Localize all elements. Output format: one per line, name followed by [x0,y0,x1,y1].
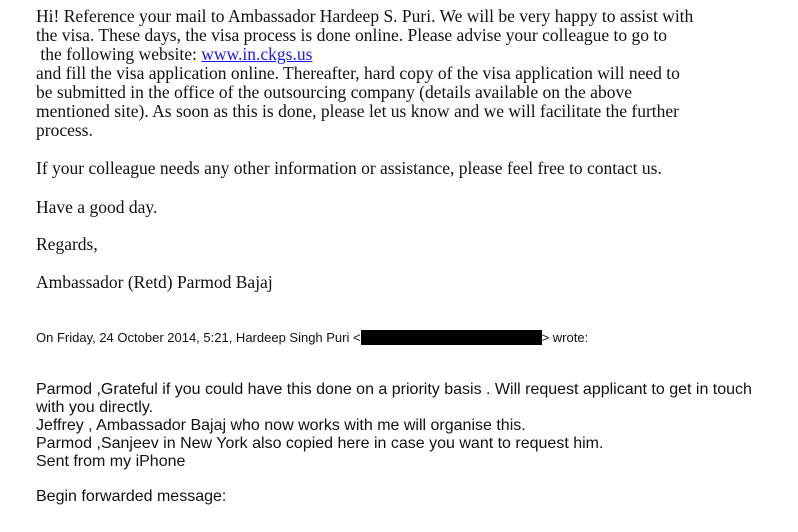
redacted-email [361,330,542,345]
reply-paragraph-2 [36,159,776,178]
forwarded-line-2: with you directly. [36,399,154,416]
forwarded-line-4: Parmod ,Sanjeev in New York also copied here in case you want to request him. [36,435,604,452]
contact-us-line: If your colleague needs any other information or assistance, please feel free to contact us. [36,158,662,178]
begin-forwarded [36,488,776,506]
regards-line: Regards, [36,234,98,254]
quote-header-line [36,330,776,346]
signature [36,273,776,292]
quote-header-suffix: > wrote: [541,330,589,345]
reply-line-5: be submitted in the office of the outsourcing company (details available on the above [36,82,632,102]
quote-header [36,330,776,346]
reply-line-3 [36,45,776,64]
quote-header-prefix: On Friday, 24 October 2014, 5:21, Hardeep Singh Puri < [36,330,361,345]
forwarded-message-body [36,381,776,471]
reply-line-4: and fill the visa application online. Thereafter, hard copy of the visa application will need to [36,63,680,83]
regards [36,235,776,254]
reply-paragraph-1 [36,7,776,140]
begin-forwarded-line: Begin forwarded message: [36,488,227,505]
website-link[interactable]: www.in.ckgs.us [201,44,313,64]
forwarded-line-1: Parmod ,Grateful if you could have this done on a priority basis . Will request applicant to get in touch [36,381,752,398]
reply-line-1: Hi! Reference your mail to Ambassador Hardeep S. Puri. We will be very happy to assist with [36,6,694,26]
forwarded-line-3: Jeffrey , Ambassador Bajaj who now works with me will organise this. [36,417,526,434]
reply-line-6: mentioned site). As soon as this is done, please let us know and we will facilitate the further [36,101,679,121]
reply-line-3-text: the following website: [36,44,202,64]
forwarded-line-5: Sent from my iPhone [36,453,186,470]
signature-line: Ambassador (Retd) Parmod Bajaj [36,272,273,292]
reply-line-7: process. [36,120,93,140]
reply-paragraph-3 [36,198,776,217]
good-day-line: Have a good day. [36,197,158,217]
reply-line-2: the visa. These days, the visa process is done online. Please advise your colleague to go to [36,25,667,45]
